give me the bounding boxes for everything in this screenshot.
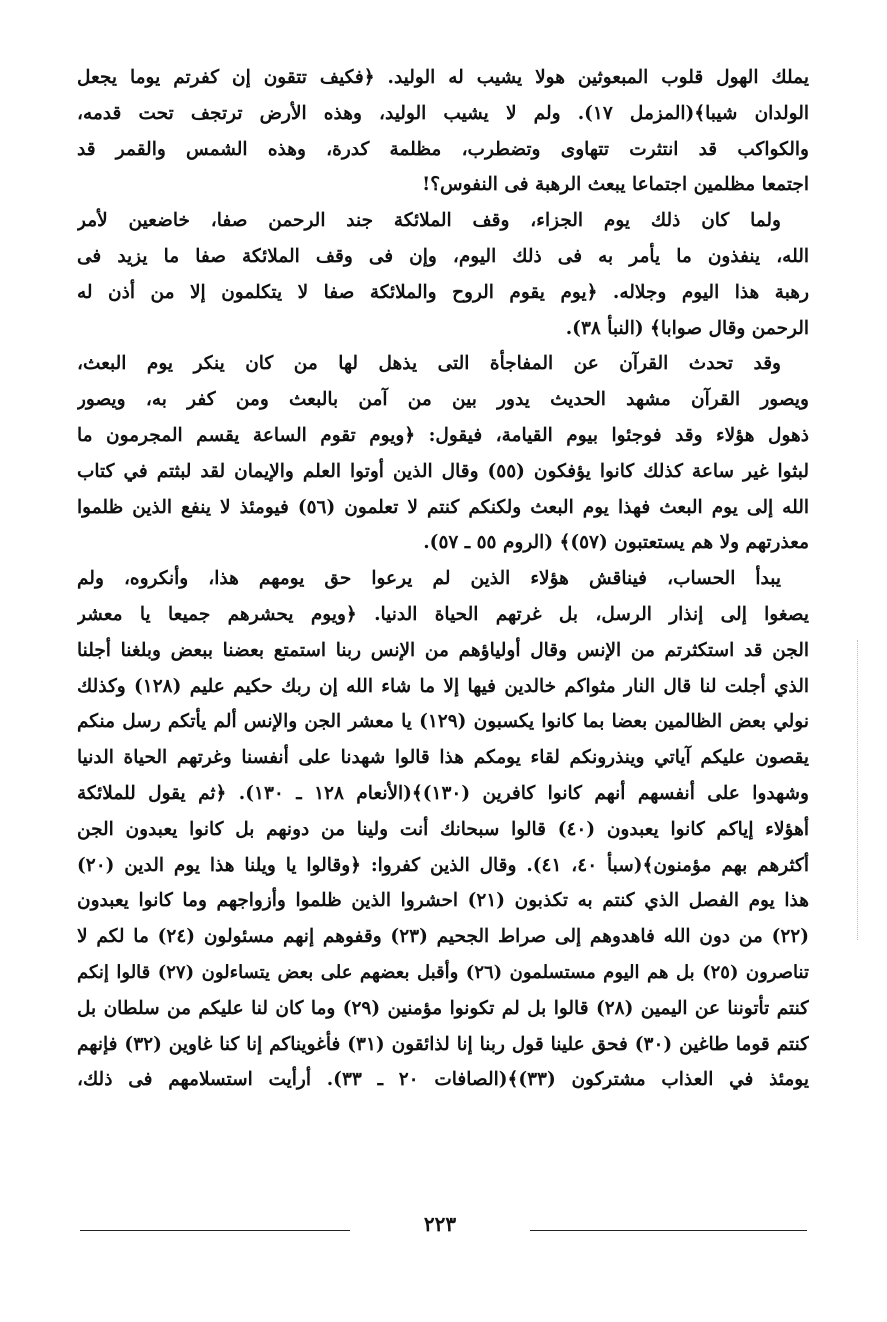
text-line: معذرتهم ولا هم يستعتبون (٥٧)﴾ (الروم ٥٥ ـ ٥٧).	[423, 532, 809, 554]
text-line: يقصون عليكم آياتي وينذرونكم لقاء يومكم هذا قالوا شهدنا على أنفسنا وغرتهم الحياة الدنيا	[77, 747, 809, 769]
footer-rule-left	[80, 1230, 350, 1231]
text-line: يملك الهول قلوب المبعوثين هولا يشيب له الوليد. ﴿فكيف تتقون إن كفرتم يوما يجعل	[77, 67, 809, 88]
text-line: الولدان شيبا﴾(المزمل ١٧). ولم لا يشيب الوليد، وهذه الأرض ترتجف تحت قدمه،	[77, 102, 809, 124]
text-line: يومئذ في العذاب مشتركون (٣٣)﴾(الصافات ٢٠ ـ ٣٣). أرأيت استسلامهم فى ذلك،	[77, 1069, 809, 1091]
text-line: والكواكب قد انتثرت تتهاوى وتضطرب، مظلمة كدرة، وهذه الشمس والقمر قد	[77, 138, 809, 160]
text-line: الله، ينفذون ما يأمر به فى ذلك اليوم، وإن فى وقف الملائكة صفا ما يزيد فى	[77, 245, 809, 267]
text-line: أهؤلاء إياكم كانوا يعبدون (٤٠) قالوا سبحانك أنت ولينا من دونهم بل كانوا يعبدون الجن	[77, 818, 809, 840]
text-line: تناصرون (٢٥) بل هم اليوم مستسلمون (٢٦) وأقبل بعضهم على بعض يتساءلون (٢٧) قالوا إنكم	[77, 961, 809, 983]
text-line: هذا يوم الفصل الذي كنتم به تكذبون (٢١) احشروا الذين ظلموا وأزواجهم وما كانوا يعبدون	[77, 890, 809, 912]
text-line: رهبة هذا اليوم وجلاله. ﴿يوم يقوم الروح والملائكة صفا لا يتكلمون إلا من أذن له	[77, 281, 809, 303]
text-line: الله إلى يوم البعث فهذا يوم البعث ولكنكم كنتم لا تعلمون (٥٦) فيومئذ لا ينفع الذين ظلموا	[77, 496, 809, 518]
text-line: نولي بعض الظالمين بعضا بما كانوا يكسبون (١٢٩) يا معشر الجن والإنس ألم يأتكم رسل منكم	[77, 711, 809, 733]
text-line: أكثرهم بهم مؤمنون﴾(سبأ ٤٠، ٤١). وقال الذين كفروا: ﴿وقالوا يا ويلنا هذا يوم الدين (٢٠)	[77, 854, 809, 876]
margin-mark	[855, 640, 858, 940]
text-line: يبدأ الحساب، فيناقش هؤلاء الذين لم يرعوا حق يومهم هذا، وأنكروه، ولم	[77, 568, 781, 590]
text-line: (٢٢) من دون الله فاهدوهم إلى صراط الجحيم (٢٣) وقفوهم إنهم مسئولون (٢٤) ما لكم لا	[77, 926, 809, 948]
text-line: الجن قد استكثرتم من الإنس وقال أولياؤهم من الإنس ربنا استمتع بعضنا ببعض وبلغنا أجلنا	[77, 639, 809, 661]
text-line: كنتم تأتوننا عن اليمين (٢٨) قالوا بل لم تكونوا مؤمنين (٢٩) وما كان لنا عليكم من سلطان بل	[77, 997, 809, 1019]
text-line: الرحمن وقال صوابا﴾ (النبأ ٣٨).	[565, 317, 809, 339]
text-line: لبثوا غير ساعة كذلك كانوا يؤفكون (٥٥) وقال الذين أوتوا العلم والإيمان لقد لبثتم في كتاب	[77, 460, 809, 482]
footer-rule-right	[530, 1230, 807, 1231]
text-line: ذهول هؤلاء وقد فوجئوا بيوم القيامة، فيقول: ﴿ويوم تقوم الساعة يقسم المجرمون ما	[77, 424, 809, 446]
text-line: ويصور القرآن مشهد الحديث يدور بين من آمن بالبعث ومن كفر به، ويصور	[77, 389, 809, 411]
text-line: وقد تحدث القرآن عن المفاجأة التى يذهل لها من كان ينكر يوم البعث،	[77, 353, 781, 375]
text-line: كنتم قوما طاغين (٣٠) فحق علينا قول ربنا إنا لذائقون (٣١) فأغويناكم إنا كنا غاوين (٣٢) فإنهم	[77, 1033, 809, 1055]
text-line: يصغوا إلى إنذار الرسل، بل غرتهم الحياة الدنيا. ﴿ويوم يحشرهم جميعا يا معشر	[77, 603, 809, 625]
body-text	[77, 60, 809, 1098]
text-line: الذي أجلت لنا قال النار مثواكم خالدين فيها إلا ما شاء الله إن ربك حكيم عليم (١٢٨) وكذلك	[77, 675, 809, 697]
text-line: ولما كان ذلك يوم الجزاء، وقف الملائكة جند الرحمن صفا، خاضعين لأمر	[77, 210, 781, 232]
page-number: ٢٢٣	[423, 1212, 457, 1236]
text-line: وشهدوا على أنفسهم أنهم كانوا كافرين (١٣٠)﴾(الأنعام ١٢٨ ـ ١٣٠). ﴿ثم يقول للملائكة	[77, 782, 809, 804]
text-line: اجتمعا مظلمين اجتماعا يبعث الرهبة فى النفوس؟!	[422, 174, 809, 196]
